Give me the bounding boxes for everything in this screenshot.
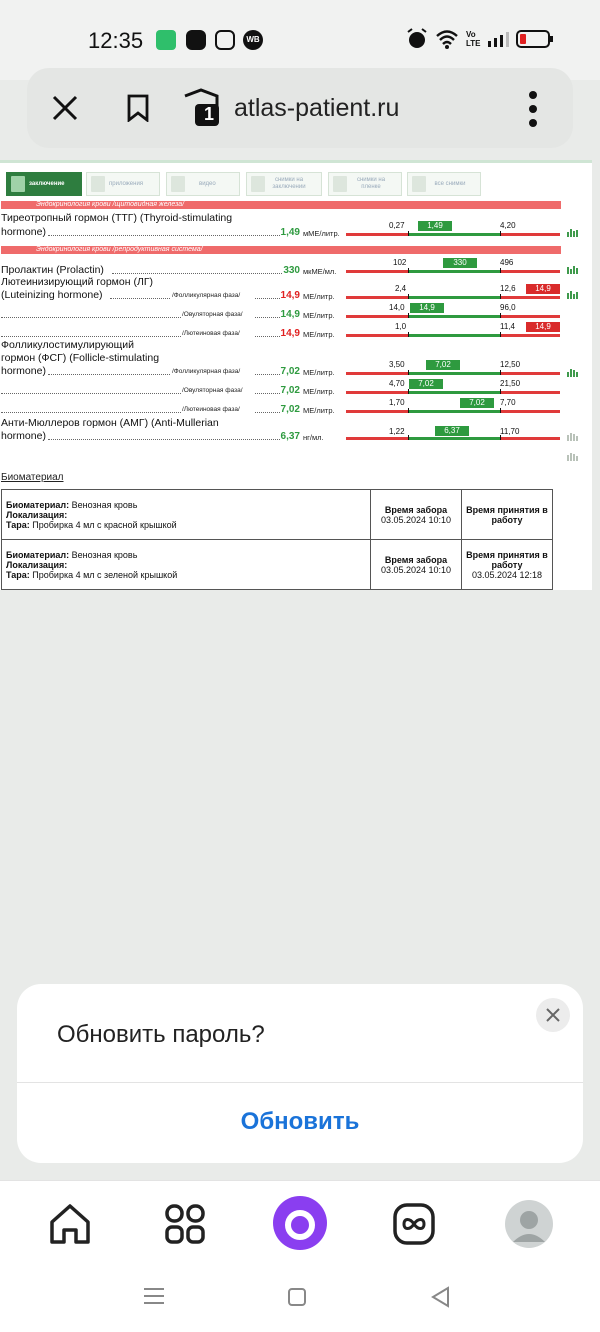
dialog-close-button[interactable]	[536, 998, 570, 1032]
collection-time-value: 03.05.2024 10:10	[380, 564, 452, 575]
dialog-question: Обновить пароль?	[57, 1021, 265, 1048]
high-tick	[500, 370, 501, 375]
tab-all-images[interactable]	[407, 172, 481, 196]
volte-icon: Vo LTE	[466, 30, 481, 48]
result-unit: МЕ/литр.	[303, 406, 335, 415]
phase-label: /Лютеиновая фаза/	[182, 330, 240, 337]
leader-dots	[1, 336, 181, 337]
biomaterial-cell	[2, 540, 371, 590]
high-tick	[500, 313, 501, 318]
tab-images-film[interactable]	[328, 172, 402, 196]
result-flag: 330	[443, 258, 477, 268]
range-high: 21,50	[500, 379, 521, 388]
battery-app-icon	[156, 30, 176, 50]
leader-dots	[48, 235, 280, 236]
play-icon	[171, 176, 185, 192]
more-menu-icon[interactable]	[527, 90, 539, 128]
collection-time-title: Время забора	[384, 504, 448, 515]
toolbar-label: приложения	[109, 181, 144, 187]
container-label: Тара:	[6, 519, 30, 530]
wb-label: WB	[246, 35, 260, 44]
result-flag: 7,02	[426, 360, 460, 370]
history-chart-icon[interactable]	[567, 369, 579, 377]
high-tick	[500, 389, 501, 394]
range-high: 96,0	[500, 303, 516, 312]
close-icon[interactable]	[51, 94, 79, 122]
clock: 12:35	[88, 28, 144, 53]
accepted-time-cell	[462, 540, 553, 590]
test-name: Лютеинизирующий гормон (ЛГ)	[1, 276, 154, 288]
range-low: 1,22	[389, 427, 405, 436]
profile-avatar-icon[interactable]	[501, 1196, 557, 1252]
leader-dots	[1, 412, 181, 413]
range-low: 0,27	[389, 221, 405, 230]
collection-time-cell	[371, 540, 462, 590]
wifi-icon	[435, 29, 459, 49]
result-unit: МЕ/литр.	[303, 387, 335, 396]
range-low: 102	[393, 258, 407, 267]
range-high: 4,20	[500, 221, 516, 230]
location-label: Локализация:	[6, 509, 68, 520]
report-page	[0, 160, 592, 590]
result-value: 1,49	[280, 227, 300, 238]
result-flag: 14,9	[526, 322, 560, 332]
infinity-icon[interactable]	[386, 1196, 442, 1252]
images-icon	[251, 176, 265, 192]
low-tick	[408, 268, 409, 273]
grid-icon	[412, 176, 426, 192]
tab-conclusion[interactable]	[6, 172, 82, 196]
document-icon	[11, 176, 25, 192]
container-value: Пробирка 4 мл с красной крышкой	[32, 519, 177, 530]
location-label: Локализация:	[6, 559, 68, 570]
result-value: 14,9	[280, 290, 300, 301]
leader-dots	[48, 374, 170, 375]
test-name: hormone)	[1, 430, 46, 442]
range-bar	[346, 270, 560, 273]
phase-label: /Овуляторная фаза/	[182, 311, 243, 318]
toolbar-label: видео	[199, 181, 216, 187]
range-bar	[346, 410, 560, 413]
wb-icon	[243, 30, 263, 50]
alarm-icon	[406, 28, 428, 50]
accepted-time-title: Время принятия в работу	[466, 504, 548, 525]
high-tick	[500, 332, 501, 337]
toolbar-label: заключение	[29, 181, 65, 187]
biomaterial-cell	[2, 490, 371, 540]
result-value: 7,02	[280, 366, 300, 377]
low-tick	[408, 435, 409, 440]
phase-label: /Овуляторная фаза/	[182, 387, 243, 394]
toolbar-label: снимки на пленке	[356, 177, 386, 190]
accepted-time-title: Время принятия в работу	[466, 549, 548, 570]
collection-time-cell	[371, 490, 462, 540]
range-low: 1,70	[389, 398, 405, 407]
tab-video[interactable]	[166, 172, 240, 196]
test-name: Тиреотропный гормон (ТТГ) (Thyroid-stimulating	[1, 212, 233, 224]
result-unit: МЕ/литр.	[303, 311, 335, 320]
youtube-icon	[186, 30, 206, 50]
phase-label: /Фолликулярная фаза/	[172, 292, 241, 299]
low-tick	[408, 389, 409, 394]
history-chart-icon[interactable]	[567, 291, 579, 299]
result-unit: МЕ/литр.	[303, 368, 335, 377]
biomaterial-value: Венозная кровь	[71, 499, 138, 510]
accepted-time-cell	[462, 490, 553, 540]
high-tick	[500, 294, 501, 299]
range-high: 7,70	[500, 398, 516, 407]
result-flag: 6,37	[435, 426, 469, 436]
test-name: (Luteinizing hormone)	[1, 289, 103, 301]
biomaterial-label: Биоматериал:	[6, 499, 70, 510]
result-flag: 7,02	[409, 379, 443, 389]
low-tick	[408, 231, 409, 236]
range-low: 14,0	[389, 303, 405, 312]
collection-time-value: 03.05.2024 10:10	[380, 514, 452, 525]
low-tick	[408, 332, 409, 337]
result-flag: 14,9	[410, 303, 444, 313]
menu-nav-icon[interactable]	[143, 1286, 165, 1306]
range-bar	[346, 437, 560, 440]
high-tick	[500, 268, 501, 273]
range-low: 4,70	[389, 379, 405, 388]
url-text[interactable]: atlas-patient.ru	[234, 94, 400, 122]
tab-images-conclusion[interactable]	[246, 172, 322, 196]
toolbar-label: снимки на заключении	[272, 177, 306, 190]
accepted-time-value: 03.05.2024 12:18	[471, 569, 543, 580]
leader-dots	[48, 439, 280, 440]
test-name: hormone)	[1, 365, 46, 377]
range-bar	[346, 233, 560, 236]
update-password-dialog	[17, 984, 583, 1163]
container-value: Пробирка 4 мл с зеленой крышкой	[32, 569, 178, 580]
alice-assistant-icon[interactable]	[272, 1195, 328, 1251]
bookmark-icon[interactable]	[125, 94, 151, 122]
high-tick	[500, 231, 501, 236]
test-name: Фолликулостимулирующий	[1, 339, 135, 351]
tab-count: 1	[203, 104, 214, 124]
home-icon[interactable]	[42, 1196, 98, 1252]
result-flag: 14,9	[526, 284, 560, 294]
low-tick	[408, 313, 409, 318]
update-button[interactable]: Обновить	[240, 1108, 360, 1135]
range-high: 12,6	[500, 284, 516, 293]
phase-label: /Лютеиновая фаза/	[182, 406, 240, 413]
test-name: Пролактин (Prolactin)	[1, 264, 104, 276]
history-chart-icon[interactable]	[567, 453, 579, 461]
range-high: 12,50	[500, 360, 521, 369]
result-flag: 7,02	[460, 398, 494, 408]
bottom-navigation	[0, 1180, 600, 1332]
result-value: 7,02	[280, 404, 300, 415]
range-bar	[346, 334, 560, 337]
signal-icon	[487, 31, 509, 47]
result-value: 6,37	[280, 431, 300, 442]
range-high: 11,70	[500, 427, 520, 436]
range-bar	[346, 372, 560, 375]
test-name: гормон (ФСГ) (Follicle-stimulating	[1, 352, 160, 364]
range-bar	[346, 315, 560, 318]
low-tick	[408, 294, 409, 299]
history-chart-icon[interactable]	[567, 433, 579, 441]
apps-grid-icon[interactable]	[157, 1196, 213, 1252]
film-icon	[333, 176, 347, 192]
leader-dots	[112, 273, 282, 274]
history-chart-icon[interactable]	[567, 266, 579, 274]
low-tick	[408, 370, 409, 375]
result-unit: МЕ/литр.	[303, 330, 335, 339]
test-name: Анти-Мюллеров гормон (АМГ) (Anti-Mullerian	[1, 417, 219, 429]
leader-dots	[1, 317, 181, 318]
address-bar	[27, 68, 573, 148]
biomaterial-value: Венозная кровь	[71, 549, 138, 560]
biomaterial-link[interactable]: Биоматериал	[1, 472, 64, 483]
range-bar	[346, 391, 560, 394]
biomaterial-table	[1, 489, 553, 590]
result-unit: нг/мл.	[303, 433, 324, 442]
toolbar-label: все снимки	[434, 180, 466, 187]
range-high: 11,4	[500, 322, 515, 331]
instagram-icon	[215, 30, 235, 50]
table-row	[2, 540, 553, 590]
section-header: Эндокринология крови /щитовидная железа/	[1, 201, 561, 209]
biomaterial-label: Биоматериал:	[6, 549, 70, 560]
section-header: Эндокринология крови /репродуктивная система/	[1, 246, 561, 254]
phase-label: /Фолликулярная фаза/	[172, 368, 241, 375]
battery-icon	[516, 30, 554, 48]
tabs-button[interactable]	[181, 88, 221, 128]
range-low: 2,4	[395, 284, 407, 293]
container-label: Тара:	[6, 569, 30, 580]
table-row	[2, 490, 553, 540]
range-bar	[346, 296, 560, 299]
leader-dots	[1, 393, 181, 394]
back-nav-icon[interactable]	[430, 1286, 450, 1308]
high-tick	[500, 408, 501, 413]
result-unit: мМЕ/литр.	[303, 229, 340, 238]
result-flag: 1,49	[418, 221, 452, 231]
test-name: hormone)	[1, 226, 46, 238]
range-low: 3,50	[389, 360, 405, 369]
collection-time-title: Время забора	[384, 554, 448, 565]
home-nav-icon[interactable]	[287, 1287, 307, 1307]
close-icon	[536, 998, 570, 1032]
result-value: 14,9	[280, 309, 300, 320]
result-unit: МЕ/литр.	[303, 292, 335, 301]
result-value: 7,02	[280, 385, 300, 396]
history-chart-icon[interactable]	[567, 229, 579, 237]
low-tick	[408, 408, 409, 413]
tab-attachments[interactable]	[86, 172, 160, 196]
range-high: 496	[500, 258, 514, 267]
attachment-icon	[91, 176, 105, 192]
result-value: 14,9	[280, 328, 300, 339]
result-unit: мкМЕ/мл.	[303, 267, 337, 276]
leader-dots	[110, 298, 170, 299]
range-low: 1,0	[395, 322, 407, 331]
result-value: 330	[283, 265, 300, 276]
